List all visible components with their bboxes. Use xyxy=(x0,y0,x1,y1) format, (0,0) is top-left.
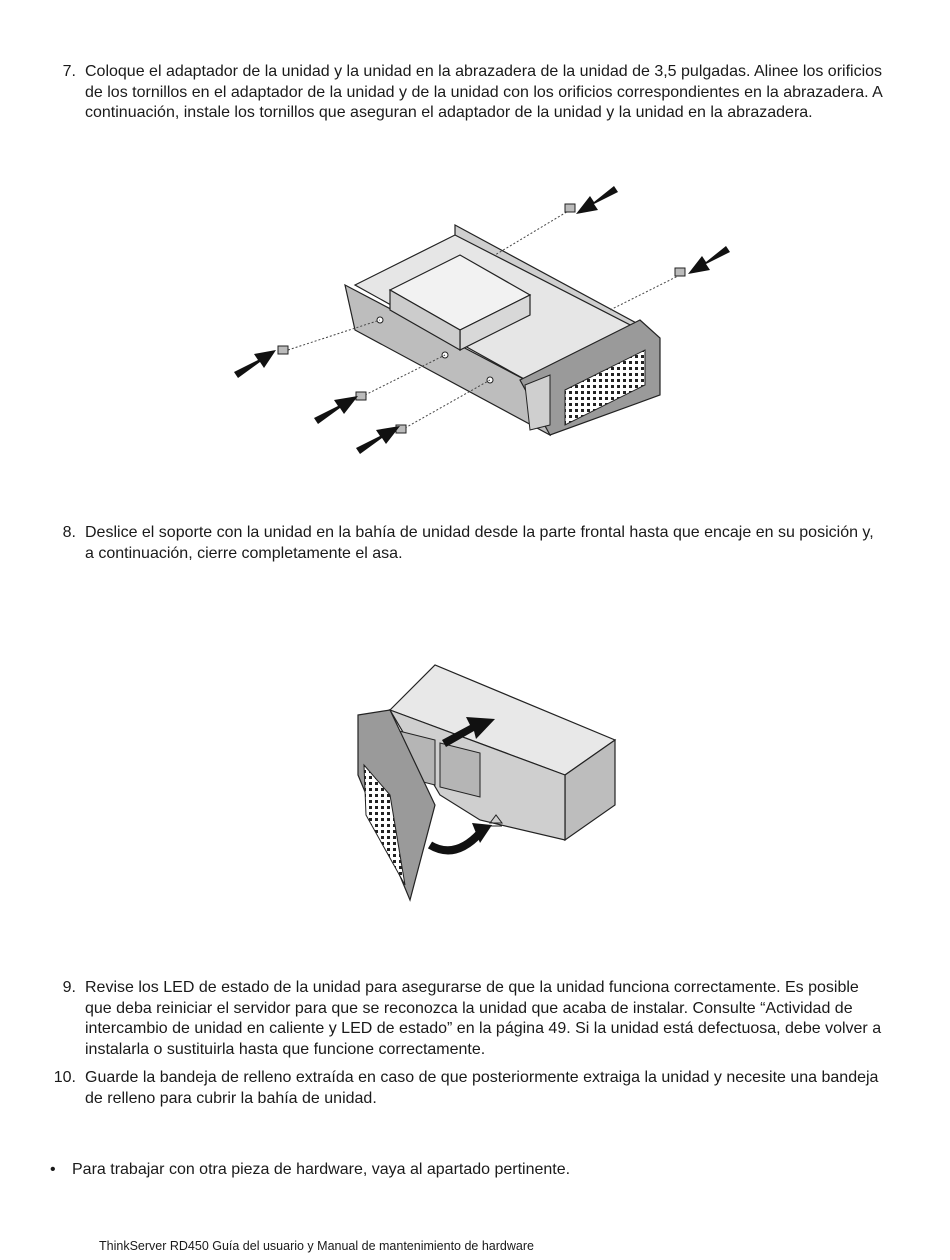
drive-bracket-illustration xyxy=(220,180,740,470)
bullet-item xyxy=(50,1160,570,1180)
step-text: Deslice el soporte con la unidad en la bahía de unidad desde la parte frontal hasta que encaje en su posición y, a continuación, cierre completamente el asa. xyxy=(85,524,874,562)
step-number: 9. xyxy=(62,979,76,996)
step-number: 10. xyxy=(53,1069,76,1086)
bullet-symbol: • xyxy=(50,1161,56,1178)
page-footer: ThinkServer RD450 Guía del usuario y Manual de mantenimiento de hardware xyxy=(99,1239,534,1253)
step-text: Coloque el adaptador de la unidad y la unidad en la abrazadera de la unidad de 3,5 pulgadas. Alinee los orificios de los tornillos en el adaptador de la unidad y de la unidad con los orificios correspondientes en la abrazadera. A continuación, instale los tornillos que aseguran el adaptador de la unidad y la unidad en la abrazadera. xyxy=(85,63,883,121)
step-text: Revise los LED de estado de la unidad para asegurarse de que la unidad funciona correctamente. Es posible que deba reiniciar el servidor para que se reconozca la unidad que acaba de instalar. Consulte “Actividad de intercambio de unidad en caliente y LED de estado” en la página 49. Si la unidad está defectuosa, debe volver a instalarla o sustituirla hasta que funcione correctamente. xyxy=(85,979,882,1058)
step-text: Guarde la bandeja de relleno extraída en caso de que posteriormente extraiga la unidad y necesite una bandeja de relleno para cubrir la bahía de unidad. xyxy=(85,1069,879,1107)
step-number: 7. xyxy=(62,63,76,80)
bullet-text: Para trabajar con otra pieza de hardware, vaya al apartado pertinente. xyxy=(72,1161,571,1178)
step-number: 8. xyxy=(62,524,76,541)
drive-insertion-illustration xyxy=(350,655,620,905)
